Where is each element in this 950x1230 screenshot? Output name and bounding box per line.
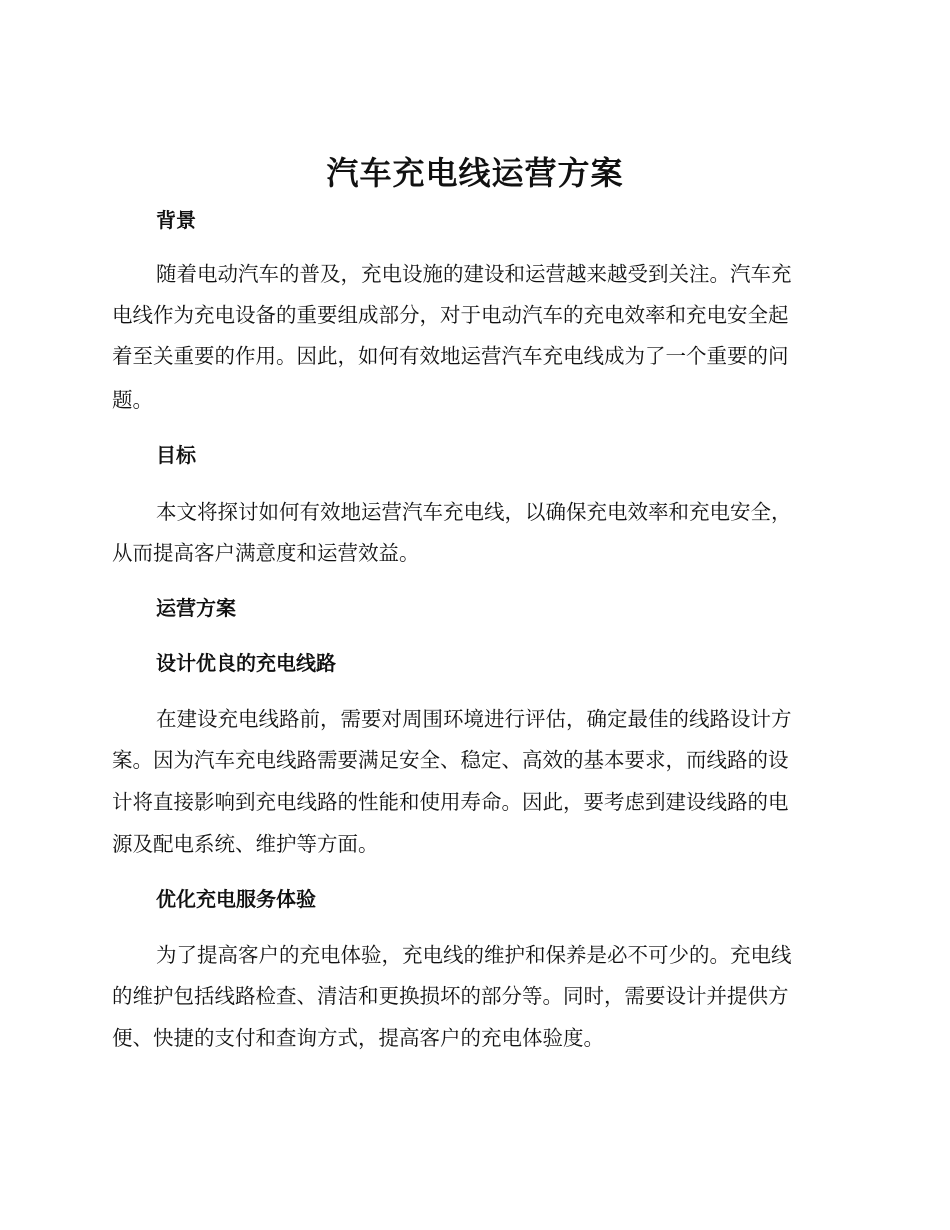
section-heading-goal: 目标 bbox=[156, 443, 196, 467]
paragraph-line: 为了提高客户的充电体验，充电线的维护和保养是必不可少的。充电线 bbox=[156, 943, 792, 967]
paragraph-line: 随着电动汽车的普及，充电设施的建设和运营越来越受到关注。汽车充 bbox=[156, 262, 792, 286]
section-heading-service: 优化充电服务体验 bbox=[156, 887, 316, 911]
document-title: 汽车充电线运营方案 bbox=[326, 154, 624, 192]
paragraph-line: 着至关重要的作用。因此，如何有效地运营汽车充电线成为了一个重要的问 bbox=[112, 344, 789, 368]
section-heading-background: 背景 bbox=[156, 208, 196, 232]
paragraph-line: 的维护包括线路检查、清洁和更换损坏的部分等。同时，需要设计并提供方 bbox=[112, 984, 789, 1008]
paragraph-line: 本文将探讨如何有效地运营汽车充电线，以确保充电效率和充电安全， bbox=[156, 500, 792, 524]
paragraph-line: 计将直接影响到充电线路的性能和使用寿命。因此，要考虑到建设线路的电 bbox=[112, 790, 789, 814]
paragraph-line: 题。 bbox=[112, 388, 153, 412]
paragraph-line: 电线作为充电设备的重要组成部分，对于电动汽车的充电效率和充电安全起 bbox=[112, 303, 789, 327]
paragraph-line: 在建设充电线路前，需要对周围环境进行评估，确定最佳的线路设计方 bbox=[156, 707, 792, 731]
paragraph-line: 从而提高客户满意度和运营效益。 bbox=[112, 541, 420, 565]
paragraph-line: 便、快捷的支付和查询方式，提高客户的充电体验度。 bbox=[112, 1026, 604, 1050]
paragraph-line: 源及配电系统、维护等方面。 bbox=[112, 832, 379, 856]
paragraph-line: 案。因为汽车充电线路需要满足安全、稳定、高效的基本要求，而线路的设 bbox=[112, 748, 789, 772]
section-heading-design: 设计优良的充电线路 bbox=[156, 651, 336, 675]
section-heading-plan: 运营方案 bbox=[156, 596, 236, 620]
